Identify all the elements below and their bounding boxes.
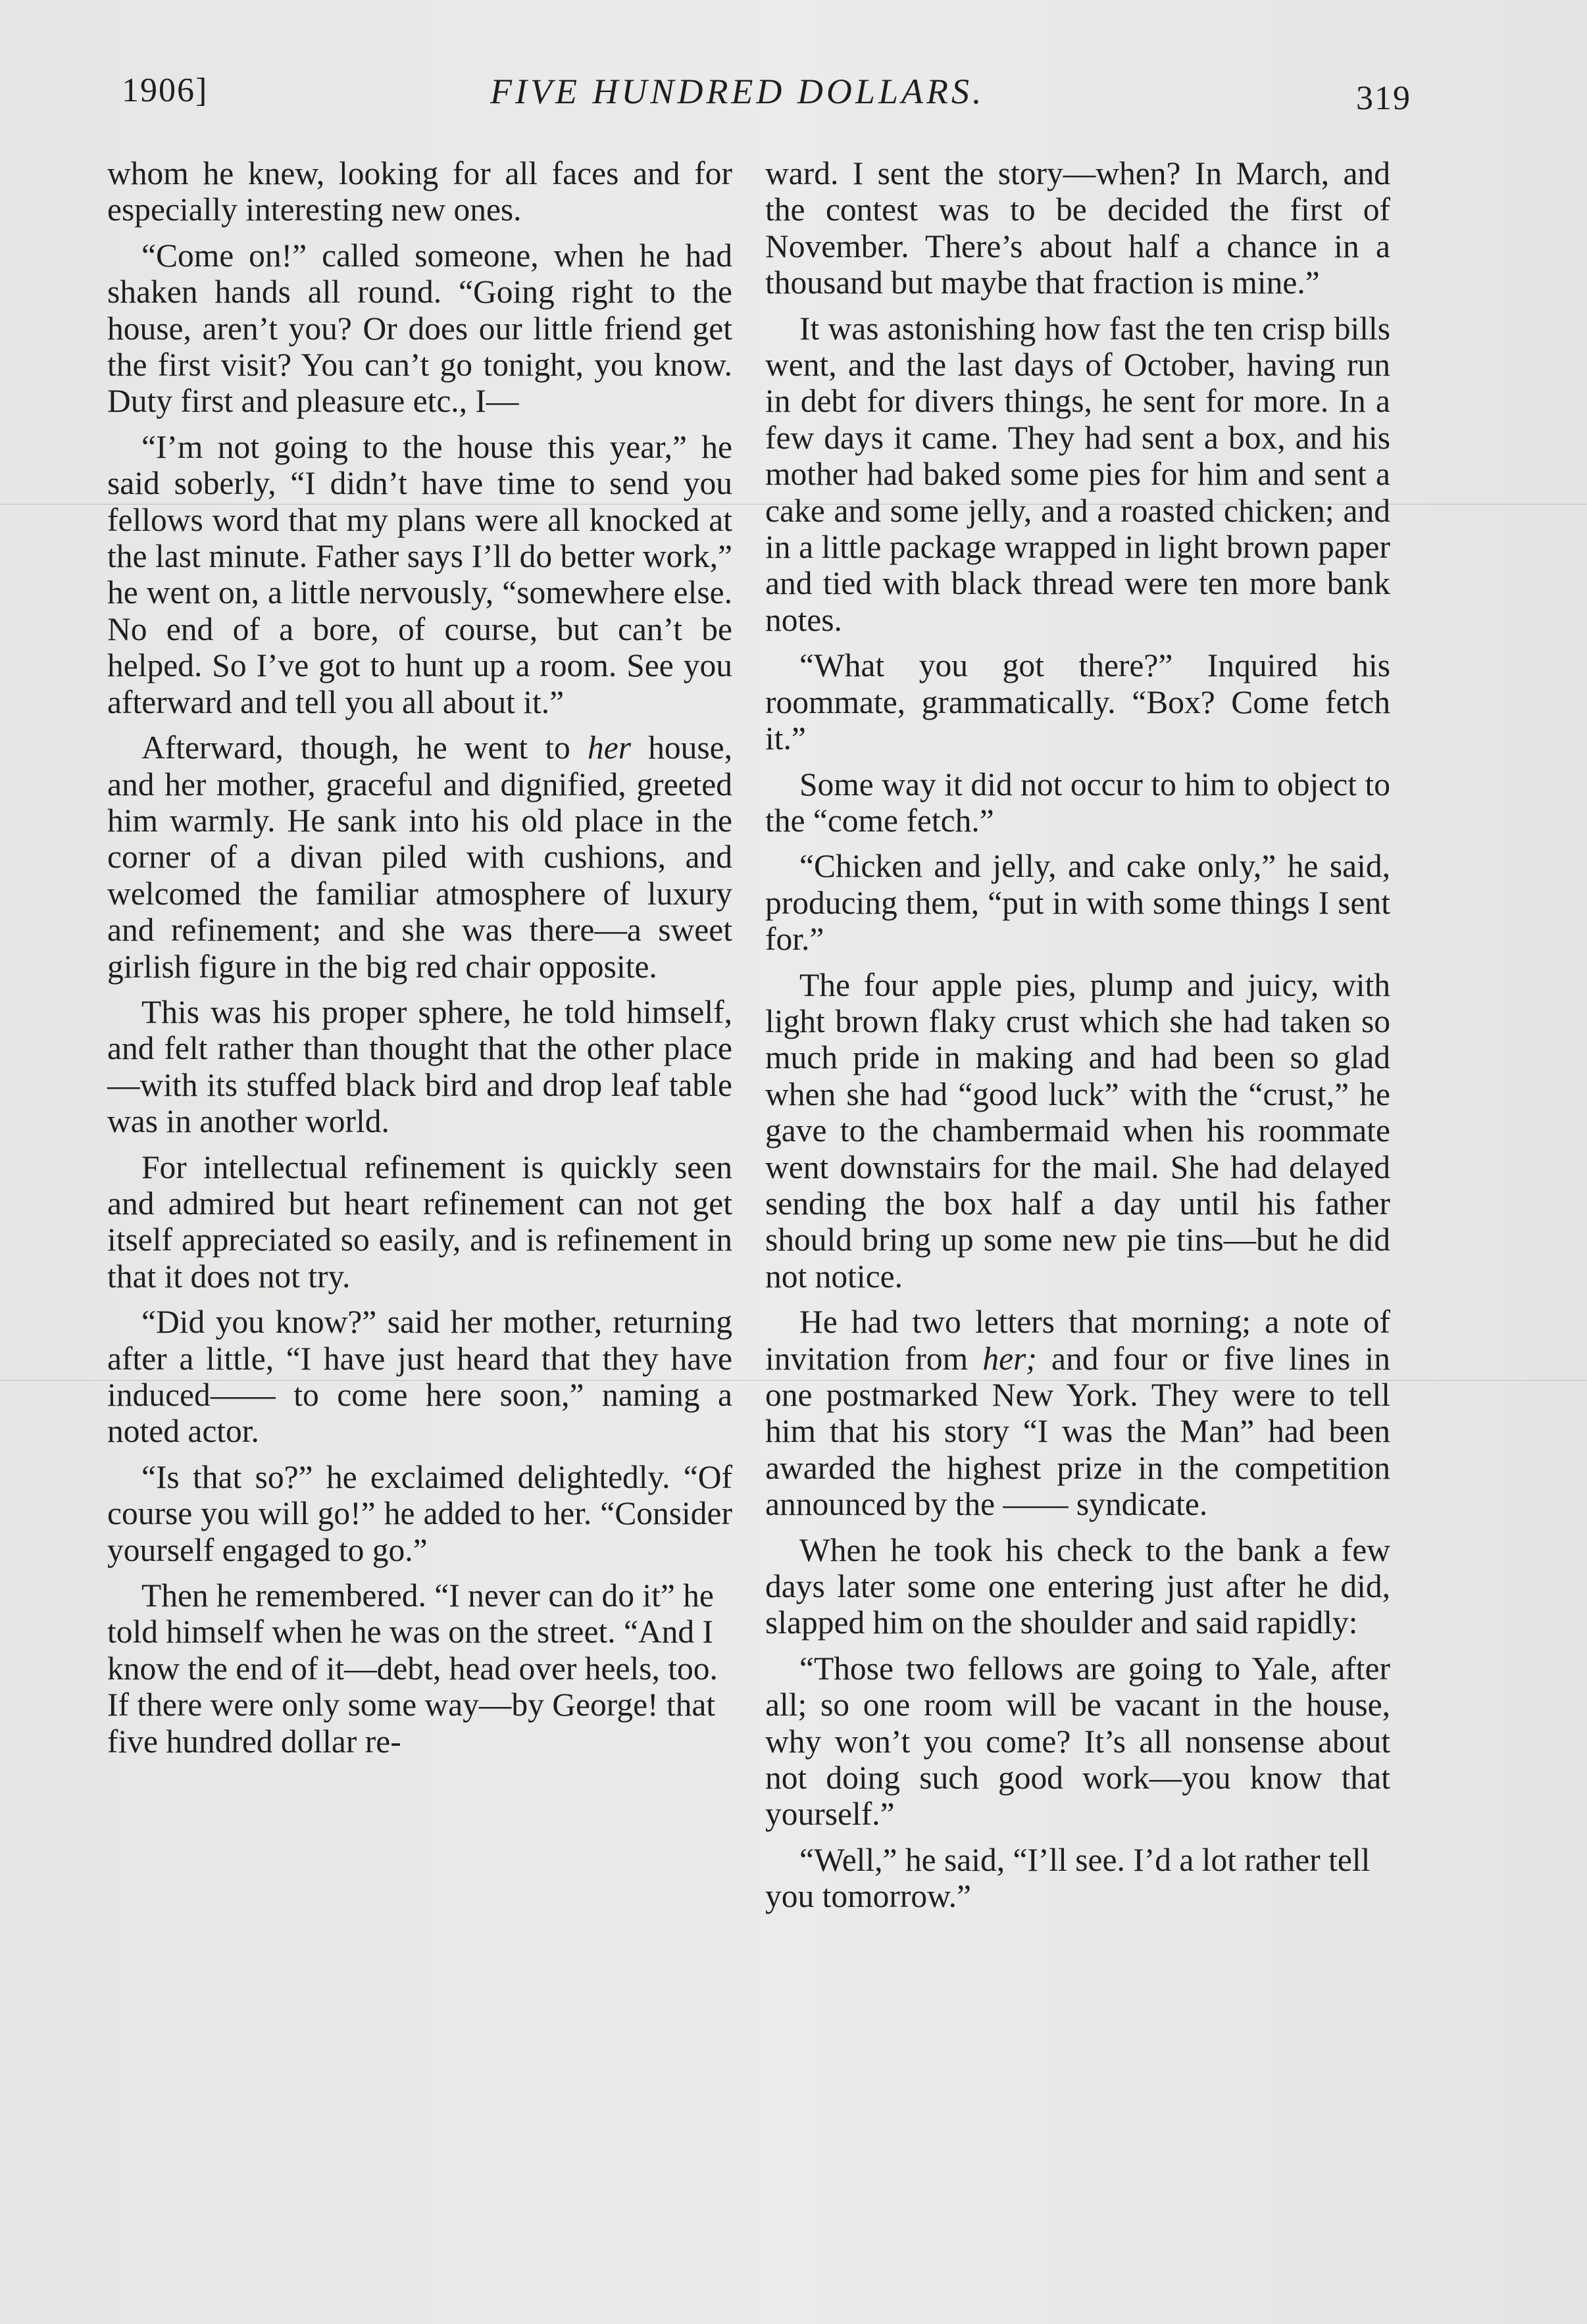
- paragraph: Some way it did not occur to him to object to the “come fetch.”: [765, 766, 1390, 839]
- paragraph: “Is that so?” he exclaimed delightedly. “Of course you will go!” he added to her. “Consider yourself engaged to go.”: [107, 1458, 732, 1568]
- paragraph: “I’m not going to the house this year,” he said soberly, “I didn’t have time to send you fellows word that my plans were all knocked at the last minute. Father says I’ll do better work,” he went on, a little nervously, “somewhere else. No end of a bore, of course, but can’t be helped. So I’ve got to hunt up a room. See you afterward and tell you all about it.”: [107, 428, 732, 720]
- paragraph: “Those two fellows are going to Yale, after all; so one room will be vacant in the house, why won’t you come? It’s all nonsense about not doing such good work—you know that yourself.”: [765, 1650, 1390, 1833]
- paragraph: For intellectual refinement is quickly seen and admired but heart refinement can not get itself appreciated so easily, and is refinement in that it does not try.: [107, 1149, 732, 1295]
- paragraph: ward. I sent the story—when? In March, and the contest was to be decided the first of November. There’s about half a chance in a thousand but maybe that fraction is mine.”: [765, 155, 1390, 301]
- paragraph: “What you got there?” Inquired his roommate, grammatically. “Box? Come fetch it.”: [765, 647, 1390, 757]
- paragraph: He had two letters that morning; a note of invitation from her; and four or five lines in one postmarked New York. They were to tell him that his story “I was the Man” had been awarded the highest prize in the competition announced by the —— syndicate.: [765, 1304, 1390, 1523]
- paragraph: It was astonishing how fast the ten crisp bills went, and the last days of October, having run in debt for divers things, he sent for more. In a few days it came. They had sent a box, and his mother had baked some pies for him and sent a cake and some jelly, and a roasted chicken; and in a little package wrapped in light brown paper and tied with black thread were ten more bank notes.: [765, 310, 1390, 638]
- left-column: [107, 155, 732, 1769]
- header-year: 1906]: [122, 72, 209, 109]
- emphasis: her;: [982, 1340, 1037, 1377]
- paragraph: The four apple pies, plump and juicy, with light brown flaky crust which she had taken so much pride in making and had been so glad when she had “good luck” with the “crust,” he gave to the chambermaid when his roommate went downstairs for the mail. She had delayed sending the box half a day until his father should bring up some new pie tins—but he did not notice.: [765, 966, 1390, 1295]
- paragraph: When he took his check to the bank a few days later some one entering just after he did, slapped him on the shoulder and said rapidly:: [765, 1531, 1390, 1641]
- paragraph: Then he remembered. “I never can do it” he told himself when he was on the street. “And I know the end of it—debt, head over heels, too. If there were only some way—by George! that five hundred dollar re-: [107, 1577, 718, 1760]
- paragraph: whom he knew, looking for all faces and for especially interesting new ones.: [107, 155, 732, 228]
- header-title: FIVE HUNDRED DOLLARS.: [490, 72, 985, 111]
- paragraph: “Well,” he said, “I’ll see. I’d a lot rather tell you tomorrow.”: [765, 1841, 1371, 1915]
- paragraph: Afterward, though, he went to her house, and her mother, graceful and dignified, greeted him warmly. He sank into his old place in the corner of a divan piled with cushions, and welcomed the familiar atmosphere of luxury and refinement; and she was there—a sweet girlish figure in the big red chair opposite.: [107, 729, 732, 985]
- paragraph: “Chicken and jelly, and cake only,” he said, producing them, “put in with some things I sent for.”: [765, 848, 1390, 958]
- paragraph: “Come on!” called someone, when he had shaken hands all round. “Going right to the house, aren’t you? Or does our little friend get the first visit? You can’t go tonight, you know. Duty first and pleasure etc., I—: [107, 237, 732, 420]
- page-number: 319: [1356, 80, 1411, 117]
- right-column: [765, 155, 1390, 1924]
- emphasis: her: [587, 729, 631, 766]
- running-header: [122, 71, 1411, 130]
- paragraph: This was his proper sphere, he told himself, and felt rather than thought that the other place—with its stuffed black bird and drop leaf table was in another world.: [107, 993, 732, 1140]
- paragraph: “Did you know?” said her mother, returning after a little, “I have just heard that they have induced—— to come here soon,” naming a noted actor.: [107, 1304, 732, 1450]
